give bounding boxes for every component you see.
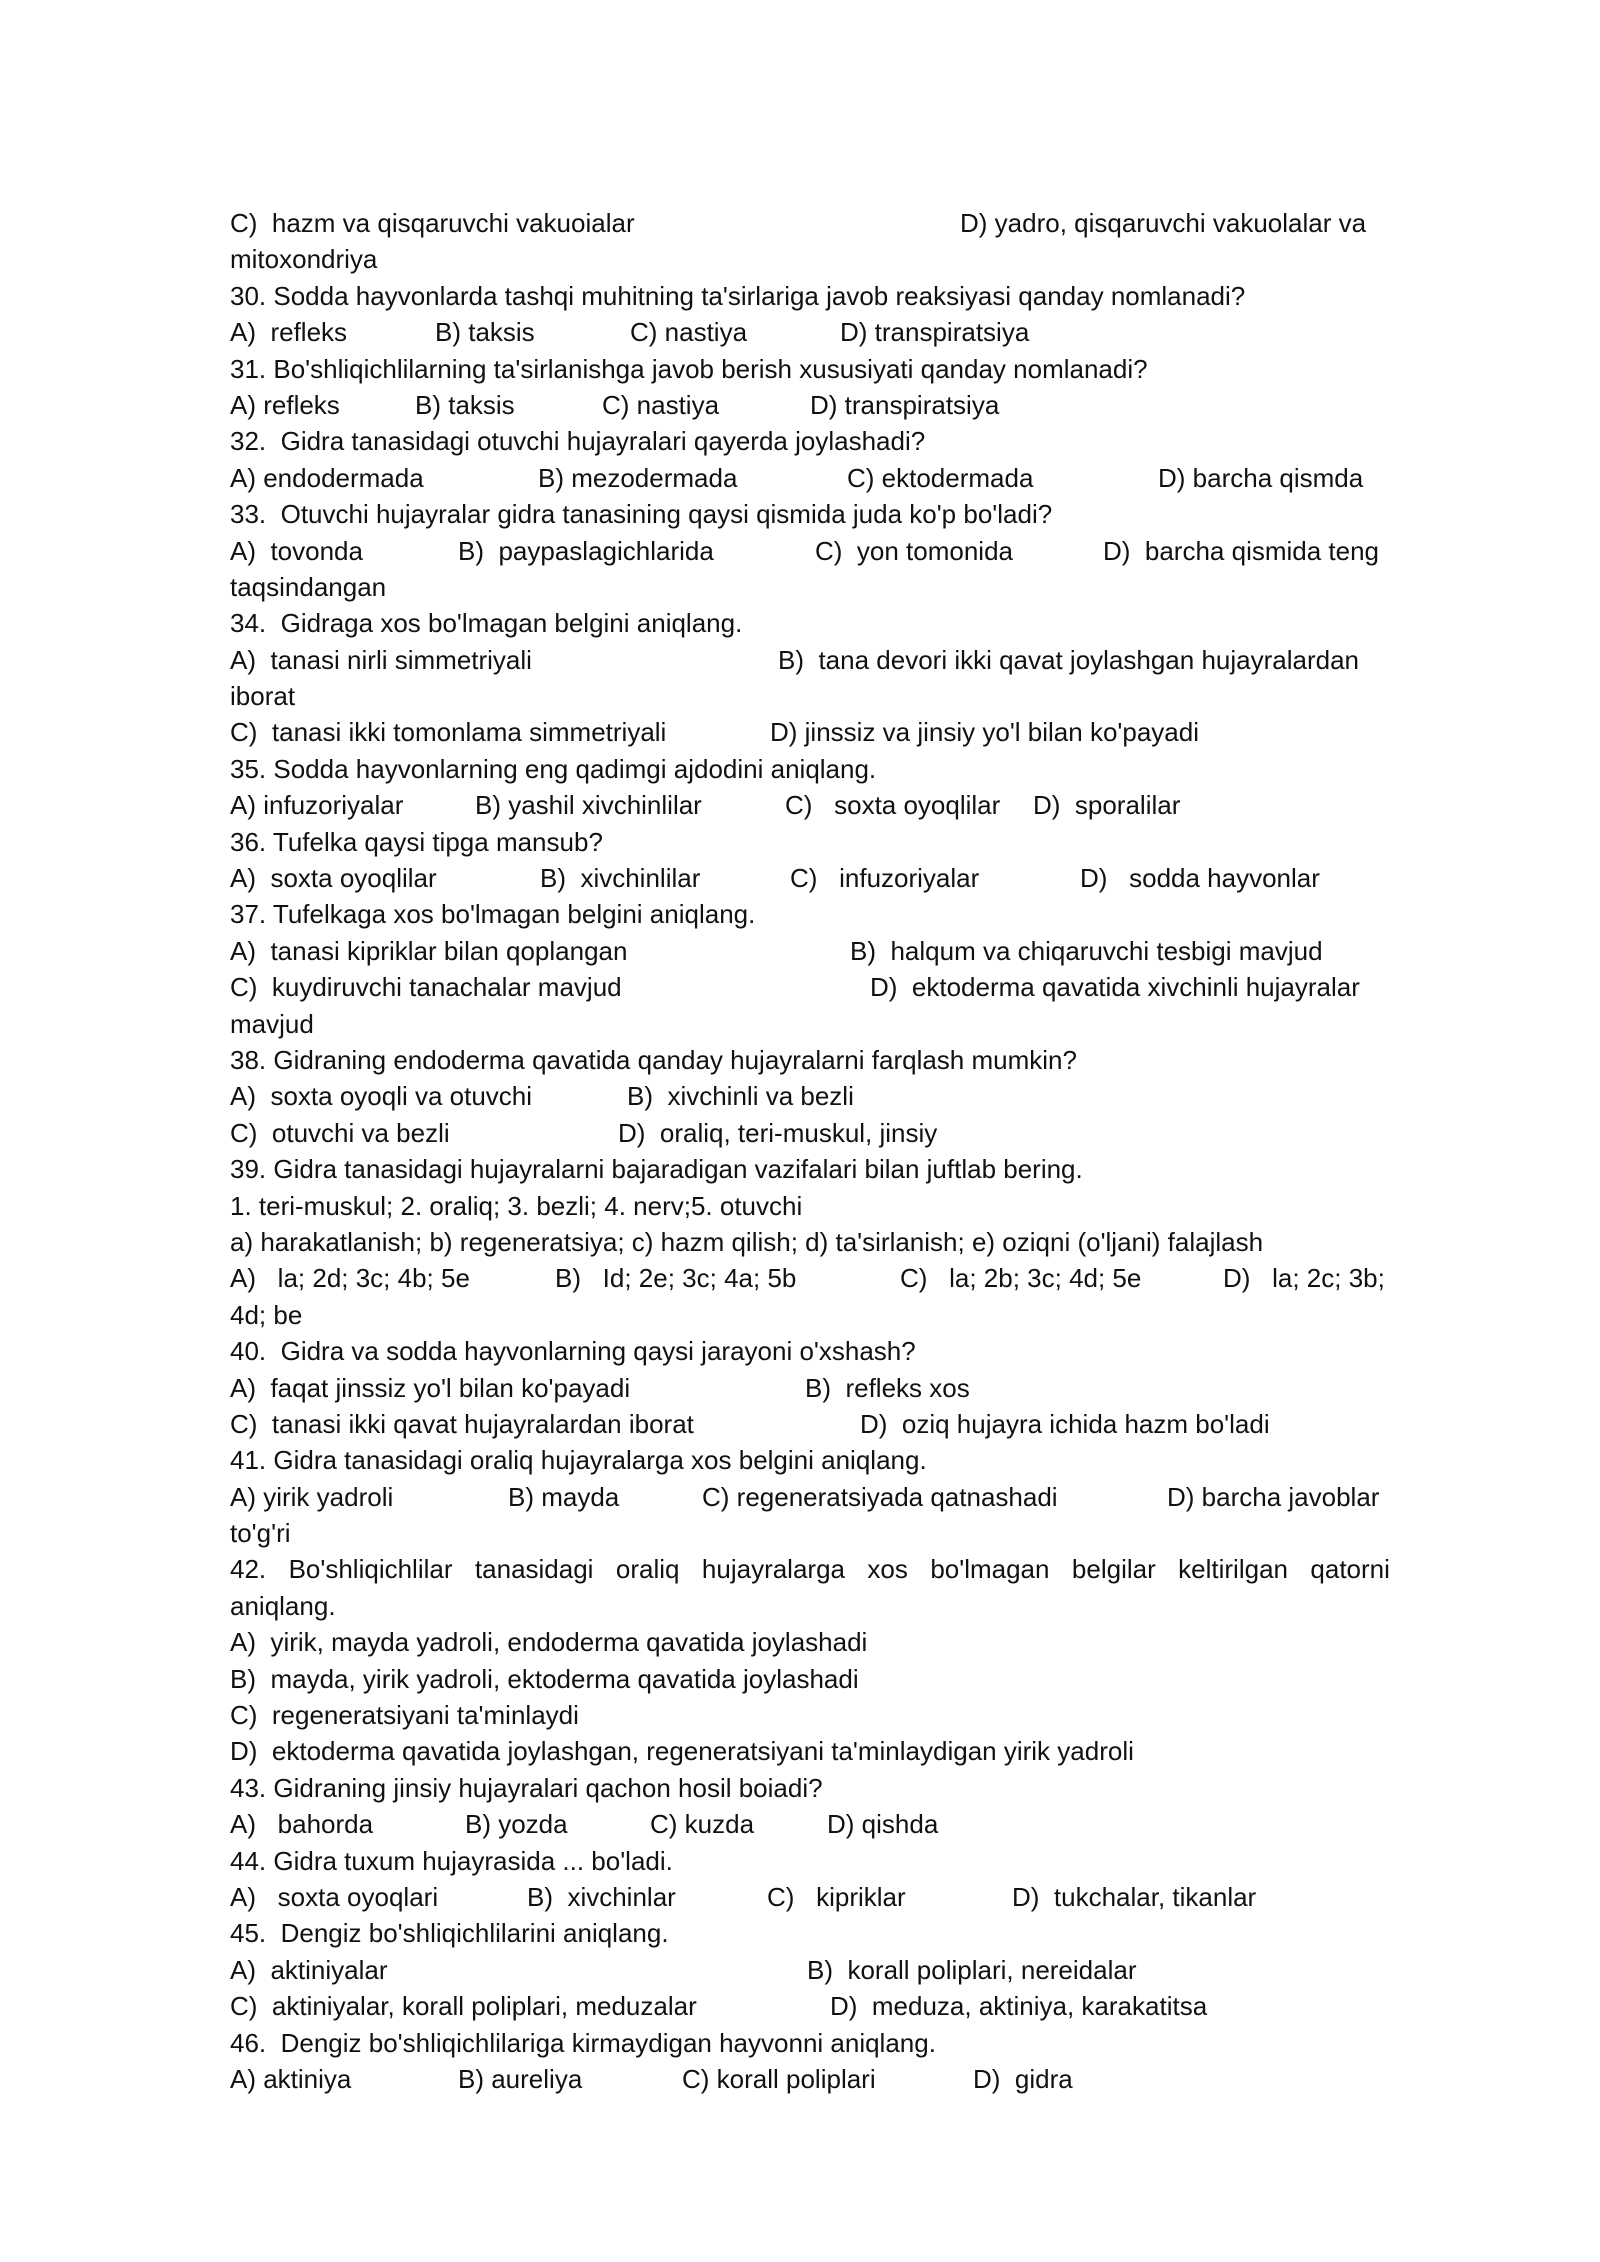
line-text: mavjud: [230, 1008, 314, 1039]
answer-option: A) soxta oyoqlari: [230, 1881, 439, 1912]
line-text: B) mayda, yirik yadroli, ektoderma qavatida joylashadi: [230, 1663, 859, 1694]
text-line: [230, 1624, 1390, 1660]
text-line: [230, 1078, 1390, 1114]
text-line: [230, 1879, 1390, 1915]
justified-word: Bo'shliqichlilar: [288, 1554, 453, 1585]
text-line: [230, 387, 1390, 423]
text-line: [230, 1370, 1390, 1406]
line-text: 37. Tufelkaga xos bo'lmagan belgini aniqlang.: [230, 899, 756, 930]
answer-option: A) endodermada: [230, 462, 424, 493]
text-line: [230, 1479, 1390, 1515]
answer-option: D) barcha qismda: [1158, 462, 1364, 493]
answer-option: B) paypaslagichlarida: [458, 535, 714, 566]
answer-option: B) aureliya: [458, 2063, 583, 2094]
text-line: [230, 1770, 1390, 1806]
justified-word: belgilar: [1071, 1554, 1156, 1585]
text-line: [230, 969, 1390, 1005]
text-line: [230, 278, 1390, 314]
text-line: [230, 605, 1390, 641]
text-line: [230, 2025, 1390, 2061]
answer-option: A) bahorda: [230, 1809, 374, 1840]
text-line: [230, 205, 1390, 241]
text-line: [230, 896, 1390, 932]
answer-option: B) mezodermada: [538, 462, 738, 493]
text-line: [230, 1115, 1390, 1151]
answer-option: B) halqum va chiqaruvchi tesbigi mavjud: [850, 935, 1323, 966]
answer-option: D) yadro, qisqaruvchi vakuolalar va: [960, 208, 1367, 238]
line-text: 40. Gidra va sodda hayvonlarning qaysi jarayoni o'xshash?: [230, 1336, 916, 1367]
justified-word: keltirilgan: [1178, 1554, 1288, 1585]
line-text: 35. Sodda hayvonlarning eng qadimgi ajdodini aniqlang.: [230, 753, 877, 784]
answer-option: D) gidra: [973, 2063, 1073, 2094]
answer-option: A) aktiniya: [230, 2063, 352, 2094]
line-text: mitoxondriya: [230, 244, 378, 275]
line-text: 41. Gidra tanasidagi oraliq hujayralarga xos belgini aniqlang.: [230, 1445, 927, 1476]
line-text: A) yirik, mayda yadroli, endoderma qavatida joylashadi: [230, 1627, 868, 1658]
line-text: D) ektoderma qavatida joylashgan, regeneratsiyani ta'minlaydigan yirik yadroli: [230, 1736, 1134, 1767]
text-line: [230, 2061, 1390, 2097]
text-line: [230, 1551, 1390, 1587]
justified-word: hujayralarga: [701, 1554, 845, 1585]
text-line: [230, 1843, 1390, 1879]
answer-option: A) tanasi kipriklar bilan qoplangan: [230, 935, 628, 966]
text-line: [230, 678, 1390, 714]
text-line: [230, 1260, 1390, 1296]
text-line: [230, 860, 1390, 896]
answer-option: B) xivchinlar: [527, 1881, 676, 1912]
line-text: 43. Gidraning jinsiy hujayralari qachon hosil boiadi?: [230, 1772, 823, 1803]
line-text: aniqlang.: [230, 1590, 336, 1621]
answer-option: A) refleks: [230, 389, 340, 420]
answer-option: A) tovonda: [230, 535, 363, 566]
answer-option: A) infuzoriyalar: [230, 790, 404, 821]
text-line: [230, 642, 1390, 678]
answer-option: A) tanasi nirli simmetriyali: [230, 644, 532, 675]
answer-option: A) yirik yadroli: [230, 1481, 394, 1512]
answer-option: C) hazm va qisqaruvchi vakuoialar: [230, 208, 635, 238]
answer-option: A) soxta oyoqlilar: [230, 863, 437, 894]
answer-option: B) yashil xivchinlilar: [475, 790, 702, 821]
answer-option: A) refleks: [230, 317, 348, 348]
answer-option: B) taksis: [435, 317, 535, 348]
answer-option: C) infuzoriyalar: [790, 863, 980, 894]
answer-option: A) la; 2d; 3c; 4b; 5e: [230, 1263, 470, 1294]
answer-option: D) tukchalar, tikanlar: [1012, 1881, 1257, 1912]
answer-option: B) taksis: [415, 389, 515, 420]
answer-option: B) xivchinlilar: [540, 863, 701, 894]
answer-option: C) ektodermada: [847, 462, 1034, 493]
line-text: taqsindangan: [230, 571, 387, 602]
text-line: [230, 1042, 1390, 1078]
text-line: [230, 1661, 1390, 1697]
answer-option: D) transpiratsiya: [840, 317, 1030, 348]
answer-option: A) aktiniyalar: [230, 1954, 388, 1985]
text-line: [230, 1988, 1390, 2024]
answer-option: D) meduza, aktiniya, karakatitsa: [830, 1991, 1208, 2022]
line-text: 34. Gidraga xos bo'lmagan belgini aniqlang.: [230, 608, 743, 639]
text-line: [230, 423, 1390, 459]
answer-option: C) kipriklar: [767, 1881, 906, 1912]
answer-option: D) transpiratsiya: [810, 389, 1000, 420]
answer-option: D) qishda: [827, 1809, 939, 1840]
text-line: [230, 1915, 1390, 1951]
answer-option: B) xivchinli va bezli: [627, 1081, 854, 1112]
line-text: 32. Gidra tanasidagi otuvchi hujayralari qayerda joylashadi?: [230, 426, 926, 457]
text-line: [230, 241, 1390, 277]
answer-option: D) ektoderma qavatida xivchinli hujayralar: [870, 972, 1360, 1003]
line-text: 45. Dengiz bo'shliqichlilarini aniqlang.: [230, 1918, 669, 1949]
line-text: 31. Bo'shliqichlilarning ta'sirlanishga javob berish xususiyati qanday nomlanadi?: [230, 353, 1148, 384]
text-line: [230, 824, 1390, 860]
answer-option: B) Id; 2e; 3c; 4a; 5b: [555, 1263, 797, 1294]
text-line: [230, 533, 1390, 569]
justified-word: 42.: [230, 1554, 267, 1585]
line-text: 4d; be: [230, 1299, 303, 1330]
text-line: [230, 314, 1390, 350]
answer-option: A) soxta oyoqli va otuvchi: [230, 1081, 533, 1112]
line-text: iborat: [230, 681, 296, 712]
answer-option: B) refleks xos: [805, 1372, 970, 1403]
answer-option: B) mayda: [508, 1481, 620, 1512]
text-line: [230, 1224, 1390, 1260]
answer-option: D) barcha qismida teng: [1103, 535, 1380, 566]
text-line: [230, 787, 1390, 823]
text-line: [230, 351, 1390, 387]
text-line: [230, 1733, 1390, 1769]
justified-word: oraliq: [615, 1554, 680, 1585]
answer-option: C) kuzda: [650, 1809, 755, 1840]
text-line: [230, 1515, 1390, 1551]
text-line: [230, 714, 1390, 750]
answer-option: D) sodda hayvonlar: [1080, 863, 1320, 894]
text-line: [230, 496, 1390, 532]
answer-option: C) soxta oyoqlilar: [785, 790, 1001, 821]
text-line: [230, 1952, 1390, 1988]
line-text: 30. Sodda hayvonlarda tashqi muhitning ta'sirlariga javob reaksiyasi qanday nomlanadi?: [230, 280, 1246, 311]
answer-option: C) korall poliplari: [682, 2063, 876, 2094]
text-line: [230, 1588, 1390, 1624]
text-line: [230, 1333, 1390, 1369]
answer-option: D) jinssiz va jinsiy yo'l bilan ko'payadi: [770, 717, 1199, 748]
text-line: [230, 1697, 1390, 1733]
answer-option: D) la; 2c; 3b;: [1223, 1263, 1385, 1294]
answer-option: A) faqat jinssiz yo'l bilan ko'payadi: [230, 1372, 631, 1403]
text-line: [230, 1006, 1390, 1042]
text-line: [230, 751, 1390, 787]
line-text: to'g'ri: [230, 1518, 291, 1549]
justified-word: qatorni: [1310, 1554, 1390, 1585]
answer-option: C) la; 2b; 3c; 4d; 5e: [900, 1263, 1142, 1294]
text-line: [230, 460, 1390, 496]
answer-option: C) yon tomonida: [815, 535, 1013, 566]
line-text: 36. Tufelka qaysi tipga mansub?: [230, 826, 603, 857]
text-line: [230, 1151, 1390, 1187]
answer-option: B) korall poliplari, nereidalar: [807, 1954, 1137, 1985]
answer-option: D) barcha javoblar: [1167, 1481, 1380, 1512]
answer-option: C) kuydiruvchi tanachalar mavjud: [230, 972, 622, 1003]
answer-option: C) otuvchi va bezli: [230, 1117, 450, 1148]
text-line: [230, 1806, 1390, 1842]
answer-option: C) tanasi ikki tomonlama simmetriyali: [230, 717, 667, 748]
line-text: 38. Gidraning endoderma qavatida qanday hujayralarni farqlash mumkin?: [230, 1044, 1077, 1075]
answer-option: D) oziq hujayra ichida hazm bo'ladi: [860, 1408, 1270, 1439]
document-page: [230, 205, 1390, 2097]
justified-word: xos: [867, 1554, 908, 1585]
text-line: [230, 1406, 1390, 1442]
answer-option: B) yozda: [465, 1809, 568, 1840]
line-text: 46. Dengiz bo'shliqichlilariga kirmaydigan hayvonni aniqlang.: [230, 2027, 936, 2058]
text-line: [230, 1297, 1390, 1333]
text-line: [230, 933, 1390, 969]
justified-word: bo'lmagan: [930, 1554, 1050, 1585]
answer-option: D) oraliq, teri-muskul, jinsiy: [618, 1117, 938, 1148]
answer-option: C) nastiya: [602, 389, 720, 420]
line-text: 44. Gidra tuxum hujayrasida ... bo'ladi.: [230, 1845, 673, 1876]
text-line: [230, 569, 1390, 605]
line-text: 33. Otuvchi hujayralar gidra tanasining qaysi qismida juda ko'p bo'ladi?: [230, 499, 1053, 530]
answer-option: C) aktiniyalar, korall poliplari, meduzalar: [230, 1991, 697, 2022]
answer-option: D) sporalilar: [1033, 790, 1181, 821]
line-text: C) regeneratsiyani ta'minlaydi: [230, 1700, 579, 1731]
line-text: 39. Gidra tanasidagi hujayralarni bajaradigan vazifalari bilan juftlab bering.: [230, 1154, 1083, 1185]
text-line: [230, 1188, 1390, 1224]
answer-option: C) regeneratsiyada qatnashadi: [702, 1481, 1058, 1512]
answer-option: B) tana devori ikki qavat joylashgan hujayralardan: [778, 644, 1360, 675]
line-text: 1. teri-muskul; 2. oraliq; 3. bezli; 4. nerv;5. otuvchi: [230, 1190, 803, 1221]
line-text: a) harakatlanish; b) regeneratsiya; c) hazm qilish; d) ta'sirlanish; e) oziqni (o'ljani) falajlash: [230, 1226, 1264, 1257]
justified-word: tanasidagi: [474, 1554, 594, 1585]
answer-option: C) nastiya: [630, 317, 748, 348]
text-line: [230, 1442, 1390, 1478]
answer-option: C) tanasi ikki qavat hujayralardan iborat: [230, 1408, 694, 1439]
